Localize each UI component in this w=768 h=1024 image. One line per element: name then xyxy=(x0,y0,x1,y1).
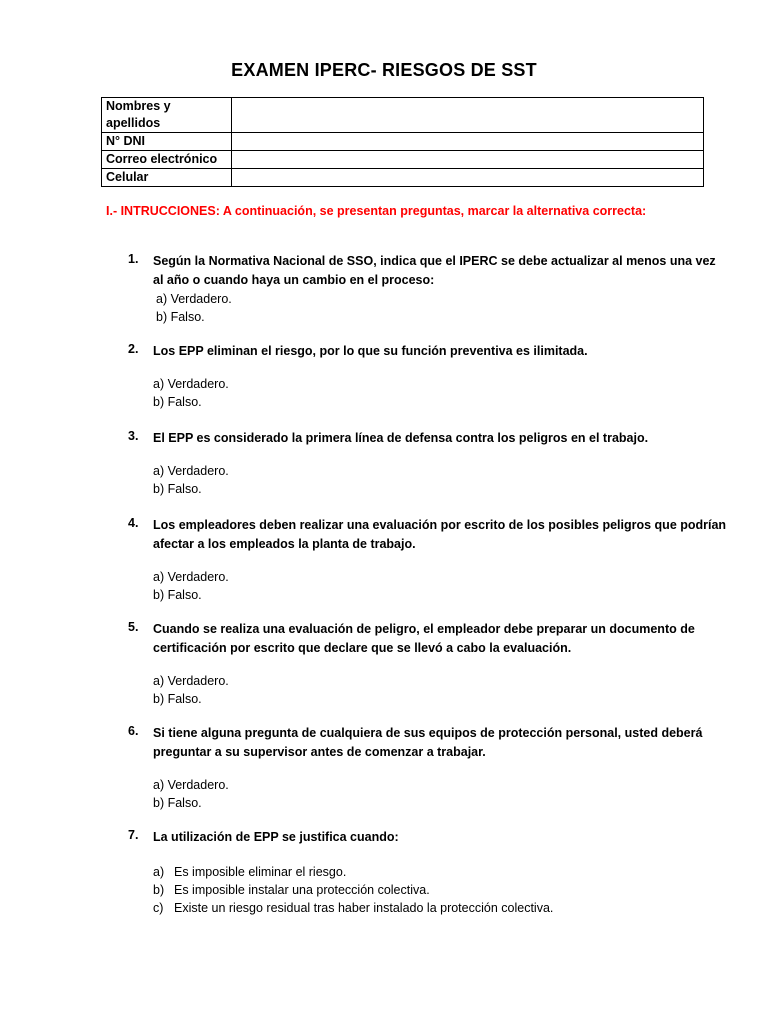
question-number: 3. xyxy=(128,429,139,443)
question-options xyxy=(153,462,728,498)
question-text: Los empleadores deben realizar una evaluación por escrito de los posibles peligros que podrían afectar a los empleados la planta de trabajo. xyxy=(153,518,727,551)
question-3 xyxy=(128,429,728,498)
info-row-name xyxy=(102,98,704,133)
option-b[interactable] xyxy=(153,881,728,899)
info-value-field[interactable] xyxy=(232,98,704,133)
option-false[interactable]: b) Falso. xyxy=(153,588,202,602)
option-letter: c) xyxy=(153,901,164,915)
option-true[interactable]: a) Verdadero. xyxy=(153,464,229,478)
question-1 xyxy=(128,252,728,326)
question-options xyxy=(153,672,728,708)
info-label: Nombres y apellidos xyxy=(102,98,232,133)
question-options xyxy=(156,290,728,326)
option-false[interactable]: b) Falso. xyxy=(153,482,202,496)
option-true[interactable]: a) Verdadero. xyxy=(153,377,229,391)
option-text: Es imposible eliminar el riesgo. xyxy=(174,865,347,879)
info-row-phone xyxy=(102,169,704,187)
question-7 xyxy=(128,828,728,917)
option-c[interactable] xyxy=(153,899,728,917)
question-number: 1. xyxy=(128,252,139,266)
option-false[interactable]: b) Falso. xyxy=(156,310,205,324)
option-false[interactable]: b) Falso. xyxy=(153,692,202,706)
question-options xyxy=(153,568,728,604)
option-letter: a) xyxy=(153,865,165,879)
question-text: Los EPP eliminan el riesgo, por lo que su función preventiva es ilimitada. xyxy=(153,344,588,358)
question-options xyxy=(153,375,728,411)
question-5 xyxy=(128,620,728,708)
question-6 xyxy=(128,724,728,812)
question-number: 6. xyxy=(128,724,139,738)
option-false[interactable]: b) Falso. xyxy=(153,395,202,409)
info-label: N° DNI xyxy=(102,133,232,151)
question-text: El EPP es considerado la primera línea de defensa contra los peligros en el trabajo. xyxy=(153,431,649,445)
question-options xyxy=(153,863,728,917)
option-letter: b) xyxy=(153,883,165,897)
question-text: La utilización de EPP se justifica cuando: xyxy=(153,830,399,844)
option-true[interactable]: a) Verdadero. xyxy=(153,778,229,792)
student-info-table xyxy=(101,97,704,187)
question-text: Si tiene alguna pregunta de cualquiera de sus equipos de protección personal, usted deberá preguntar a su supervisor antes de comenzar a trabajar. xyxy=(153,726,703,759)
question-text: Cuando se realiza una evaluación de peligro, el empleador debe preparar un documento de certificación por escrito que declare que se llevó a cabo la evaluación. xyxy=(153,622,695,655)
question-text: Según la Normativa Nacional de SSO, indica que el IPERC se debe actualizar al menos una vez al año o cuando haya un cambio en el proceso: xyxy=(153,254,716,287)
info-label: Celular xyxy=(102,169,232,187)
info-row-email xyxy=(102,151,704,169)
option-text: Existe un riesgo residual tras haber instalado la protección colectiva. xyxy=(174,901,554,915)
question-2 xyxy=(128,342,728,411)
option-true[interactable]: a) Verdadero. xyxy=(153,570,229,584)
option-text: Es imposible instalar una protección colectiva. xyxy=(174,883,430,897)
instructions-heading: I.- INTRUCCIONES: A continuación, se presentan preguntas, marcar la alternativa correcta: xyxy=(106,204,647,218)
question-4 xyxy=(128,516,728,604)
page-title: EXAMEN IPERC- RIESGOS DE SST xyxy=(231,60,537,80)
question-options xyxy=(153,776,728,812)
info-row-dni xyxy=(102,133,704,151)
option-a[interactable] xyxy=(153,863,728,881)
info-label: Correo electrónico xyxy=(102,151,232,169)
info-value-field[interactable] xyxy=(232,133,704,151)
info-value-field[interactable] xyxy=(232,169,704,187)
option-true[interactable]: a) Verdadero. xyxy=(153,674,229,688)
question-number: 5. xyxy=(128,620,139,634)
question-number: 4. xyxy=(128,516,139,530)
question-number: 2. xyxy=(128,342,139,356)
info-value-field[interactable] xyxy=(232,151,704,169)
option-false[interactable]: b) Falso. xyxy=(153,796,202,810)
option-true[interactable]: a) Verdadero. xyxy=(156,292,232,306)
question-number: 7. xyxy=(128,828,139,842)
